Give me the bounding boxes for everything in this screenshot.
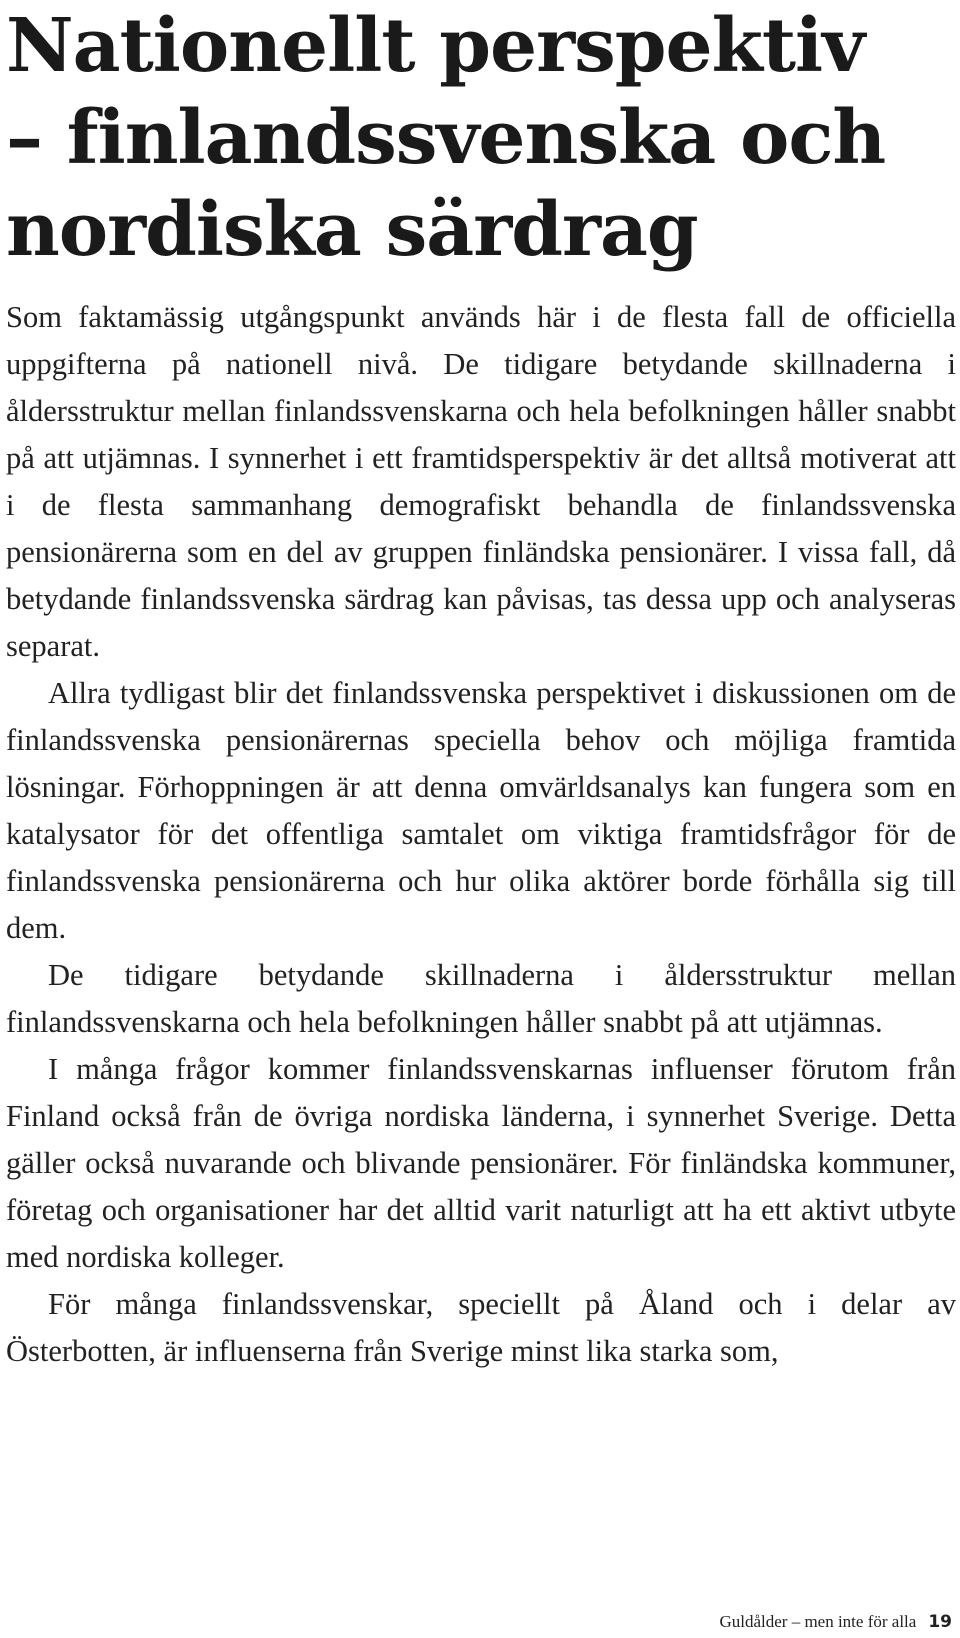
page-number: 19 (928, 1612, 952, 1632)
running-title: Guldålder – men inte för alla (719, 1612, 917, 1631)
paragraph-5: För många finlandssvenskar, speciellt på Åland och i delar av Österbotten, är influenserna från Sverige minst lika starka som, (6, 1287, 956, 1368)
page-footer (719, 1612, 952, 1632)
paragraph-3: De tidigare betydande skillnaderna i åldersstruktur mellan finlandssvenskarna och hela befolkningen håller snabbt på att utjämnas. (6, 958, 956, 1039)
page-title (6, 0, 956, 276)
body-text (6, 294, 956, 1375)
title-line-1: Nationellt perspektiv (6, 3, 865, 89)
paragraph-4: I många frågor kommer finlandssvenskarnas influenser förutom från Finland också från de övriga nordiska länderna, i synnerhet Sverige. Detta gäller också nuvarande och blivande pensionärer. För finländska kommuner, företag och organisationer har det alltid varit naturligt att ha ett aktivt utbyte med nordiska kolleger. (6, 1052, 956, 1274)
paragraph-2: Allra tydligast blir det finlandssvenska perspektivet i diskussionen om de finlandssvenska pensionärernas speciella behov och möjliga framtida lösningar. Förhoppningen är att denna omvärldsanalys kan fungera som en katalysator för det offentliga samtalet om viktiga framtidsfrågor för de finlandssvenska pensionärerna och hur olika aktörer borde förhålla sig till dem. (6, 676, 956, 945)
title-line-2: – finlandssvenska och (6, 95, 886, 181)
title-line-3: nordiska särdrag (6, 187, 698, 273)
document-page (6, 0, 956, 1375)
paragraph-1: Som faktamässig utgångspunkt används här i de flesta fall de officiella uppgifterna på nationell nivå. De tidigare betydande skillnaderna i åldersstruktur mellan finlandssvenskarna och hela befolkningen håller snabbt på att utjämnas. I synnerhet i ett framtidsperspektiv är det alltså motiverat att i de flesta sammanhang demografiskt behandla de finlandssvenska pensionärerna som en del av gruppen finländska pensionärer. I vissa fall, då betydande finlandssvenska särdrag kan påvisas, tas dessa upp och analyseras separat. (6, 300, 956, 663)
